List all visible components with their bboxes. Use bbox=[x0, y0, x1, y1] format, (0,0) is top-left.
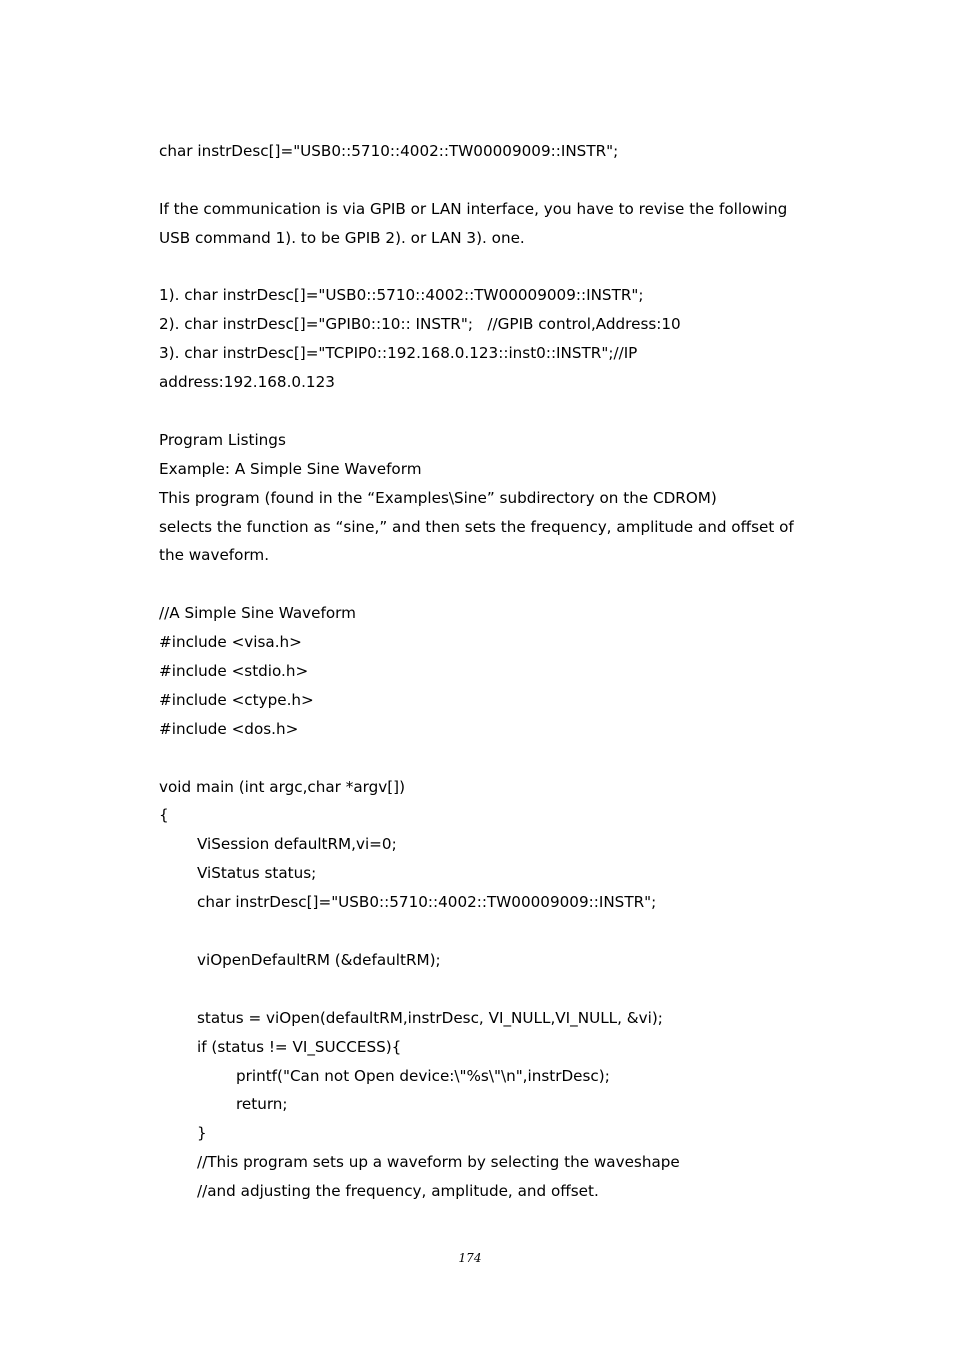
blank-line bbox=[159, 975, 819, 1004]
blank-line bbox=[159, 253, 819, 282]
text-line: char instrDesc[]="USB0::5710::4002::TW00009009::INSTR"; bbox=[197, 893, 657, 912]
text-line: ViStatus status; bbox=[197, 864, 317, 883]
blank-line bbox=[159, 917, 819, 946]
text-line: char instrDesc[]="USB0::5710::4002::TW00009009::INSTR"; bbox=[159, 142, 619, 160]
text-line: #include <ctype.h> bbox=[159, 690, 314, 709]
text-line: If the communication is via GPIB or LAN interface, you have to revise the following bbox=[159, 199, 788, 218]
text-line: 2). char instrDesc[]="GPIB0::10:: INSTR"; //GPIB control,Address:10 bbox=[159, 315, 681, 334]
text-line: This program (found in the “Examples\Sine” subdirectory on the CDROM) bbox=[159, 488, 717, 507]
blank-line bbox=[159, 744, 819, 773]
text-line: Example: A Simple Sine Waveform bbox=[159, 459, 422, 478]
text-line: #include <stdio.h> bbox=[159, 662, 309, 681]
text-line: ViSession defaultRM,vi=0; bbox=[197, 835, 397, 854]
text-line: //A Simple Sine Waveform bbox=[159, 604, 356, 623]
blank-line bbox=[159, 166, 819, 195]
text-line: Program Listings bbox=[159, 430, 286, 449]
page-number: 174 bbox=[458, 1251, 482, 1265]
text-line: selects the function as “sine,” and then sets the frequency, amplitude and offset of bbox=[159, 517, 794, 536]
text-line: status = viOpen(defaultRM,instrDesc, VI_NULL,VI_NULL, &vi); bbox=[197, 1008, 663, 1027]
text-line: void main (int argc,char *argv[]) bbox=[159, 777, 406, 796]
text-line: if (status != VI_SUCCESS){ bbox=[197, 1037, 402, 1056]
text-line: viOpenDefaultRM (&defaultRM); bbox=[197, 950, 441, 969]
text-line: } bbox=[197, 1124, 207, 1143]
text-line: #include <dos.h> bbox=[159, 719, 299, 738]
text-line: 3). char instrDesc[]="TCPIP0::192.168.0.123::inst0::INSTR";//IP bbox=[159, 344, 638, 363]
text-line: printf("Can not Open device:\"%s\"\n",instrDesc); bbox=[236, 1066, 610, 1085]
document-body bbox=[159, 137, 819, 1206]
text-line: //This program sets up a waveform by selecting the waveshape bbox=[197, 1153, 680, 1172]
blank-line bbox=[159, 397, 819, 426]
text-line: { bbox=[159, 806, 169, 825]
text-line: USB command 1). to be GPIB 2). or LAN 3). one. bbox=[159, 228, 525, 247]
text-line: #include <visa.h> bbox=[159, 633, 302, 652]
text-line: the waveform. bbox=[159, 546, 270, 565]
text-line: return; bbox=[236, 1095, 288, 1114]
text-line: 1). char instrDesc[]="USB0::5710::4002::TW00009009::INSTR"; bbox=[159, 286, 644, 305]
blank-line bbox=[159, 570, 819, 599]
text-line: address:192.168.0.123 bbox=[159, 373, 335, 392]
text-line: //and adjusting the frequency, amplitude, and offset. bbox=[197, 1182, 599, 1201]
